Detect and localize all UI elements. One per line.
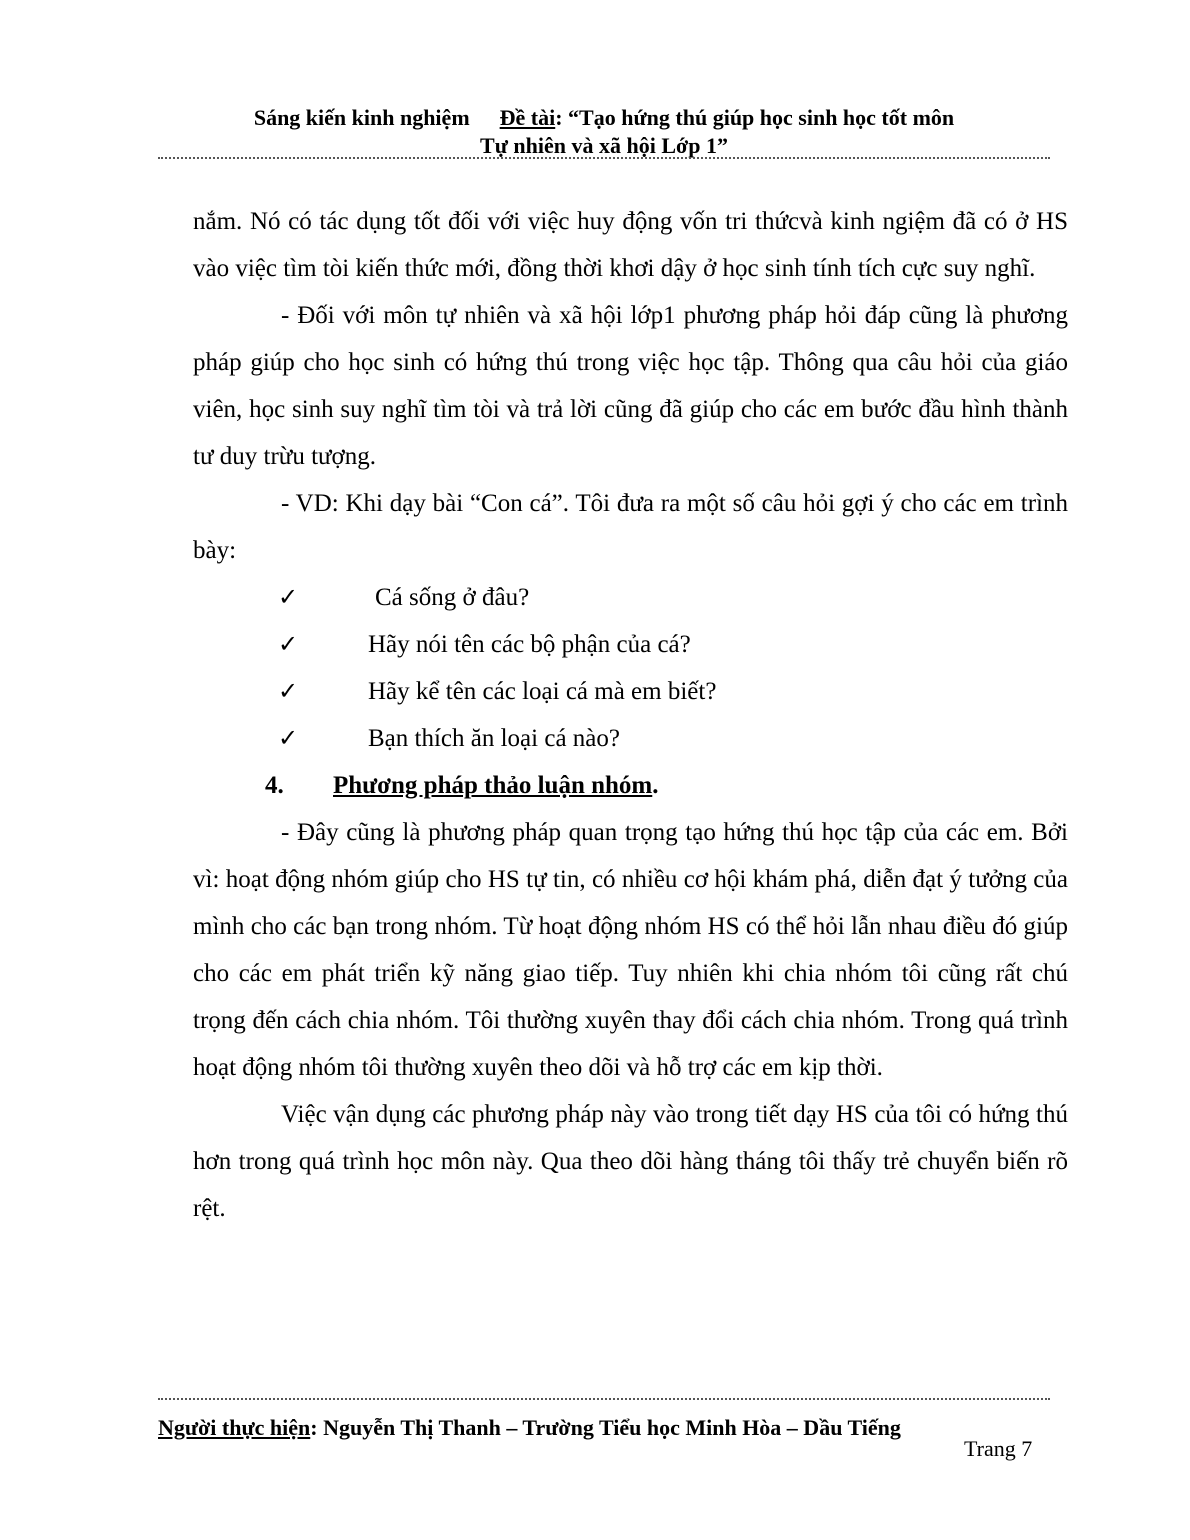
section-title-wrap <box>333 762 659 809</box>
header-row-1 <box>158 104 1050 132</box>
paragraph-4: - Đây cũng là phương pháp quan trọng tạo hứng thú học tập của các em. Bởi vì: hoạt động nhóm giúp cho HS tự tin, có nhiều cơ hội khám phá, diễn đạt ý tưởng của mình cho các bạn trong nhóm. Từ hoạt động nhóm HS có thể hỏi lẫn nhau điều đó giúp cho các em phát triển kỹ năng giao tiếp. Tuy nhiên khi chia nhóm tôi cũng rất chú trọng đến cách chia nhóm. Tôi thường xuyên thay đổi cách chia nhóm. Trong quá trình hoạt động nhóm tôi thường xuyên theo dõi và hỗ trợ các em kịp thời. <box>193 819 1068 1081</box>
header-divider <box>158 157 1050 159</box>
list-item <box>193 621 1068 668</box>
list-item <box>193 574 1068 621</box>
page-header <box>158 104 1050 160</box>
question-text: Hãy nói tên các bộ phận của cá? <box>368 631 691 658</box>
footer-author-text: : Nguyễn Thị Thanh – Trường Tiểu học Minh Hòa – Dầu Tiếng <box>310 1415 901 1440</box>
list-item <box>193 668 1068 715</box>
header-left-text: Sáng kiến kinh nghiệm <box>253 105 470 130</box>
question-text: Cá sống ở đâu? <box>375 584 530 611</box>
check-icon: ✓ <box>278 630 299 658</box>
page-footer <box>158 1414 901 1442</box>
check-icon: ✓ <box>278 583 299 611</box>
paragraph-2: - Đối với môn tự nhiên và xã hội lớp1 phương pháp hỏi đáp cũng là phương pháp giúp cho học sinh có hứng thú trong việc học tập. Thông qua câu hỏi của giáo viên, học sinh suy nghĩ tìm tòi và trả lời cũng đã giúp cho các em bước đầu hình thành tư duy trừu tượng. <box>193 302 1068 470</box>
section-title: Phương pháp thảo luận nhóm <box>333 772 653 799</box>
footer-author-label: Người thực hiện <box>158 1415 311 1440</box>
section-number: 4. <box>265 772 284 799</box>
list-item <box>193 715 1068 762</box>
header-topic-line-2: Tự nhiên và xã hội Lớp 1” <box>480 133 728 158</box>
question-text: Bạn thích ăn loại cá nào? <box>368 725 620 752</box>
paragraph-3: - VD: Khi dạy bài “Con cá”. Tôi đưa ra một số câu hỏi gợi ý cho các em trình bày: <box>193 490 1068 564</box>
paragraph-1: nắm. Nó có tác dụng tốt đối với việc huy động vốn tri thứcvà kinh ngiệm đã có ở HS vào việc tìm tòi kiến thức mới, đồng thời khơi dậy ở học sinh tính tích cực suy nghĩ. <box>193 208 1068 282</box>
check-icon: ✓ <box>278 724 299 752</box>
header-topic-line-1: : “Tạo hứng thú giúp học sinh học tốt môn <box>555 105 955 130</box>
section-heading <box>193 762 1068 809</box>
header-topic-label: Đề tài <box>499 105 556 130</box>
check-icon: ✓ <box>278 677 299 705</box>
page-number: Trang 7 <box>964 1436 1033 1461</box>
section-title-end: . <box>652 772 659 799</box>
footer-divider <box>158 1398 1050 1400</box>
question-text: Hãy kể tên các loại cá mà em biết? <box>368 678 717 705</box>
question-checklist <box>193 574 1068 762</box>
paragraph-5: Việc vận dụng các phương pháp này vào trong tiết dạy HS của tôi có hứng thú hơn trong quá trình học môn này. Qua theo dõi hàng tháng tôi thấy trẻ chuyển biến rõ rệt. <box>193 1101 1068 1222</box>
document-body <box>193 198 1068 1232</box>
